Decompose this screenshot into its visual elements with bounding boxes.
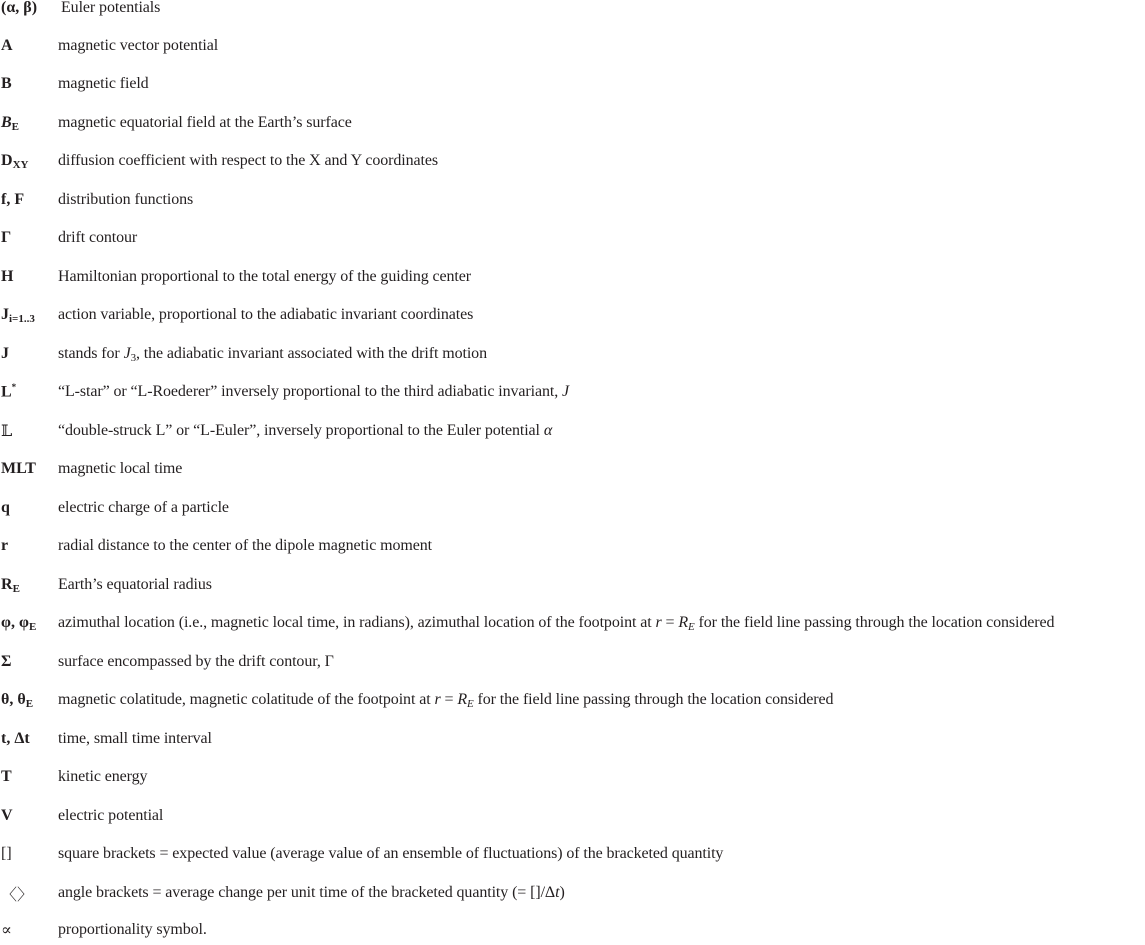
description-italic: J — [562, 383, 570, 400]
symbol: B — [1, 75, 12, 92]
description-text: “double-struck L” or “L-Euler”, inversely proportional to the Euler potential — [58, 422, 544, 439]
description-text: magnetic colatitude, magnetic colatitude of the footpoint at — [58, 690, 435, 708]
list-item — [0, 608, 1054, 638]
description-text: , the adiabatic invariant associated with the drift motion — [135, 344, 487, 362]
list-item — [0, 801, 163, 831]
description: Hamiltonian proportional to the total energy of the guiding center — [58, 268, 471, 285]
description: magnetic vector potential — [58, 37, 219, 54]
list-item — [0, 839, 723, 869]
symbol: T — [1, 768, 12, 785]
symbol: J — [1, 345, 9, 362]
symbol: ∝ — [1, 922, 12, 939]
list-item — [0, 570, 212, 600]
description-italic: r — [655, 613, 662, 631]
description-text: = — [661, 613, 679, 631]
list-item — [0, 647, 334, 677]
list-item — [0, 223, 137, 253]
list-item — [0, 915, 207, 945]
symbol: r — [1, 537, 9, 554]
list-item — [0, 531, 432, 561]
symbol-subscript: i=1..3 — [9, 312, 35, 325]
description-italic: r — [434, 690, 441, 708]
symbol-main: J — [1, 305, 9, 323]
symbol: 𝕃 — [1, 423, 13, 440]
symbol-subscript: E — [28, 620, 37, 633]
description-text: stands for — [58, 344, 124, 362]
description: drift contour — [58, 229, 138, 246]
description: Earth’s equatorial radius — [58, 576, 212, 593]
description-italic: R — [678, 613, 689, 631]
symbol-main: φ, φ — [1, 613, 29, 631]
description-italic: α — [543, 422, 553, 439]
list-item — [0, 69, 149, 99]
description-subscript: 3 — [130, 351, 136, 364]
list-item — [0, 724, 212, 754]
list-item — [0, 878, 565, 908]
list-item — [0, 262, 471, 292]
list-item — [0, 185, 193, 215]
symbol — [0, 382, 58, 401]
symbol — [0, 152, 58, 171]
symbol-main: θ, θ — [1, 690, 26, 708]
description-text: for the field line passing through the location considered — [473, 690, 834, 708]
description-text: = — [440, 690, 458, 708]
description: Euler potentials — [61, 0, 161, 16]
list-item — [0, 300, 473, 330]
list-item — [0, 146, 438, 176]
symbol-main: L — [1, 383, 12, 401]
list-item — [0, 762, 147, 792]
symbol: f, F — [1, 191, 25, 208]
list-item — [0, 377, 569, 407]
symbol-subscript: E — [11, 120, 20, 133]
symbol: 〈〉 — [1, 886, 34, 904]
symbol — [0, 691, 58, 710]
description — [58, 691, 833, 710]
description-text: angle brackets = average change per unit time of the bracketed quantity (= []/Δ — [58, 884, 556, 901]
description: magnetic equatorial field at the Earth’s surface — [58, 114, 352, 131]
symbol: (α, β) — [1, 0, 38, 16]
symbol — [0, 614, 58, 633]
symbol: Σ — [1, 653, 12, 670]
symbol — [0, 576, 58, 595]
symbol: q — [1, 499, 10, 516]
description: distribution functions — [58, 191, 194, 208]
description: electric potential — [58, 807, 164, 824]
symbol — [0, 114, 58, 133]
description: square brackets = expected value (average value of an ensemble of fluctuations) of the bracketed quantity — [58, 845, 724, 862]
symbol-subscript: E — [25, 697, 34, 710]
description: magnetic field — [58, 75, 149, 92]
description: kinetic energy — [58, 768, 148, 785]
description-text: for the field line passing through the location considered — [694, 613, 1055, 631]
description-italic: t — [555, 884, 560, 901]
description-italic: J — [123, 344, 131, 362]
symbol: Γ — [1, 229, 12, 246]
list-item — [0, 416, 552, 446]
description-italic: E — [688, 620, 695, 633]
symbol: t, Δt — [1, 730, 30, 747]
description — [58, 383, 569, 401]
description — [58, 884, 565, 902]
description: surface encompassed by the drift contour, Γ — [58, 653, 334, 670]
symbol-main: R — [1, 575, 13, 593]
description-text: ) — [559, 884, 565, 901]
description — [58, 422, 552, 440]
description-subscript — [688, 621, 695, 633]
symbol: MLT — [1, 460, 36, 477]
symbol: H — [1, 268, 14, 285]
list-item — [0, 108, 352, 138]
description-italic: E — [467, 697, 474, 710]
symbol: [] — [1, 845, 12, 862]
description: proportionality symbol. — [58, 921, 207, 938]
symbol: A — [1, 37, 13, 54]
symbol: V — [1, 807, 13, 824]
symbol-superscript: * — [11, 382, 17, 393]
list-item — [0, 31, 218, 61]
description — [58, 345, 487, 364]
symbol — [0, 306, 58, 325]
list-item — [0, 685, 833, 715]
list-item — [0, 339, 487, 369]
description: electric charge of a particle — [58, 499, 229, 516]
symbol-main: D — [1, 151, 13, 169]
list-item — [0, 0, 160, 23]
symbol-main: B — [1, 113, 12, 131]
description: action variable, proportional to the adiabatic invariant coordinates — [58, 306, 474, 323]
description: time, small time interval — [58, 730, 212, 747]
description: magnetic local time — [58, 460, 183, 477]
description-text: “L-star” or “L-Roederer” inversely proportional to the third adiabatic invariant, — [58, 383, 563, 400]
list-item — [0, 493, 229, 523]
symbol-subscript: E — [12, 582, 20, 595]
list-item — [0, 454, 182, 484]
description-subscript — [467, 698, 474, 710]
description-text: azimuthal location (i.e., magnetic local time, in radians), azimuthal location of the footpoint at — [58, 613, 656, 631]
description-italic: R — [457, 690, 468, 708]
symbol-subscript: XY — [12, 158, 29, 171]
description — [58, 614, 1054, 633]
description: diffusion coefficient with respect to the X and Y coordinates — [58, 152, 439, 169]
description: radial distance to the center of the dipole magnetic moment — [58, 537, 432, 554]
